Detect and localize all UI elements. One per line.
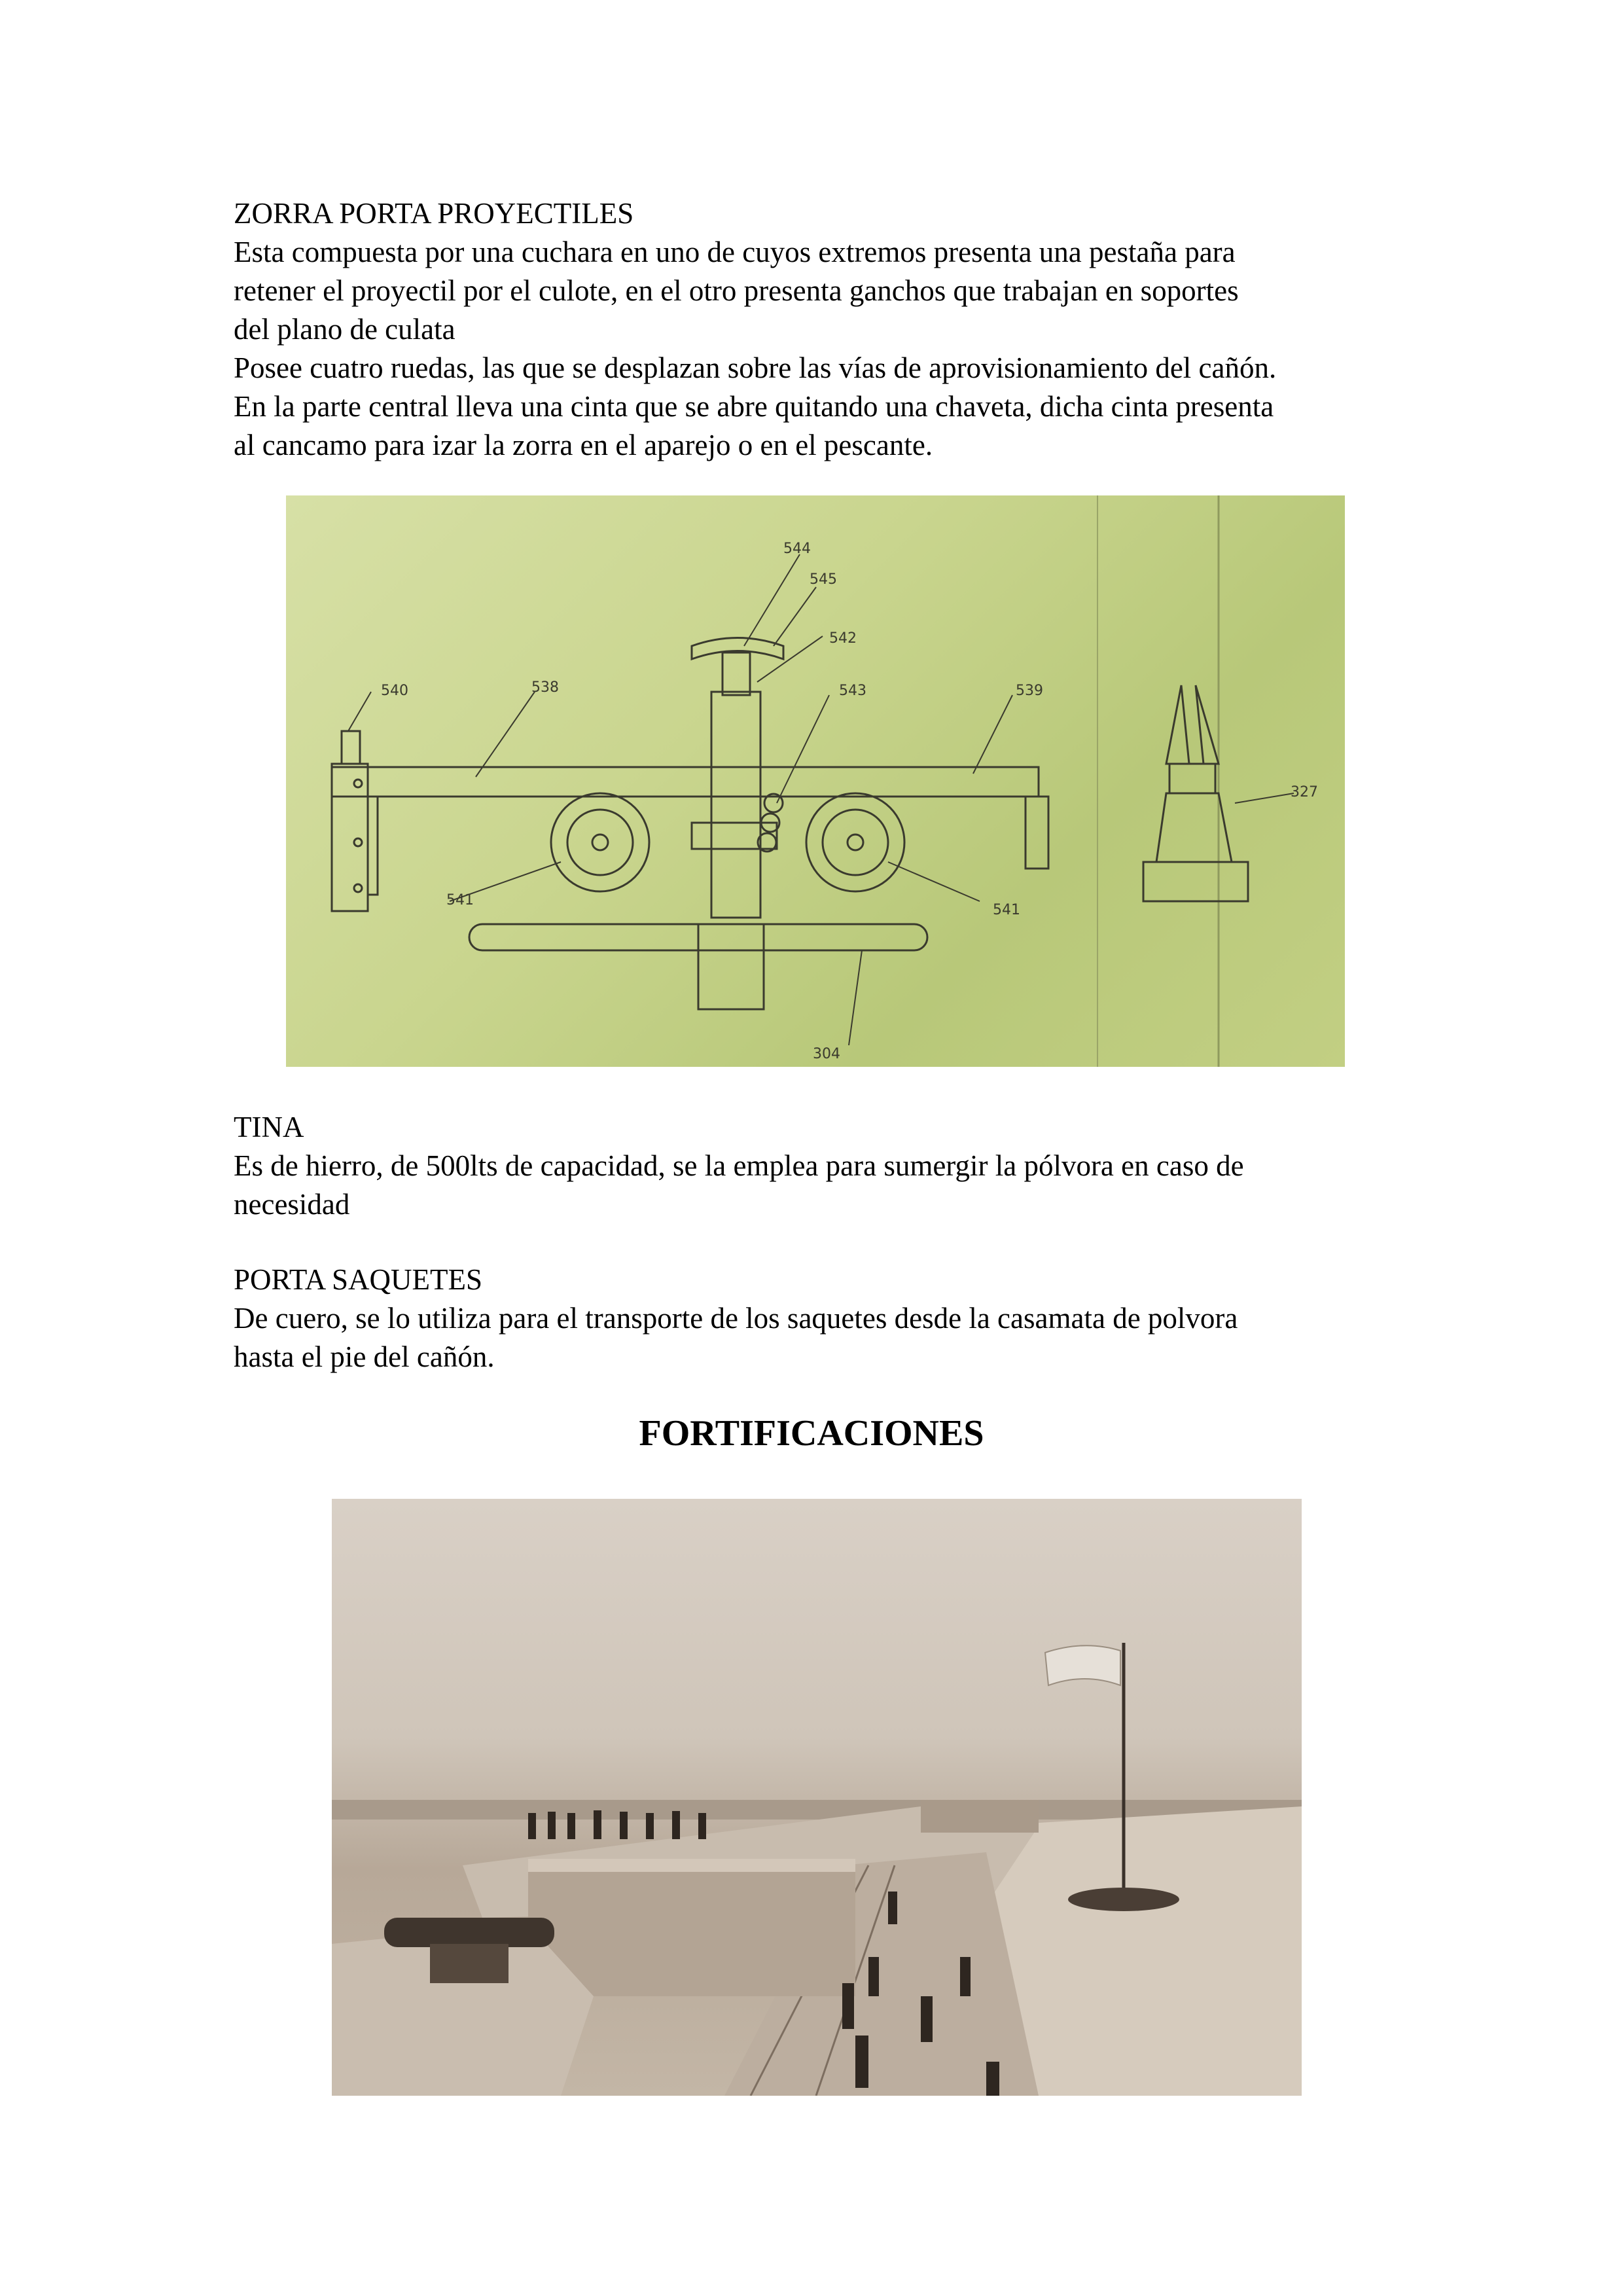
zorra-line: En la parte central lleva una cinta que se abre quitando una chaveta, dicha cinta presenta xyxy=(234,390,1274,423)
drawing-label: 327 xyxy=(1291,784,1318,800)
zorra-line: retener el proyectil por el culote, en el otro presenta ganchos que trabajan en soportes xyxy=(234,274,1239,307)
fortification-photograph xyxy=(332,1499,1302,2096)
tina-section xyxy=(234,1108,1412,1224)
zorra-line: del plano de culata xyxy=(234,313,455,346)
zorra-line: Esta compuesta por una cuchara en uno de cuyos extremos presenta una pestaña para xyxy=(234,236,1236,268)
drawing-label: 540 xyxy=(381,683,408,699)
saquetes-line: De cuero, se lo utiliza para el transporte de los saquetes desde la casamata de polvora xyxy=(234,1302,1238,1335)
drawing-label: 543 xyxy=(839,683,866,699)
drawing-label: 539 xyxy=(1016,683,1043,699)
tina-title: TINA xyxy=(234,1111,304,1143)
fortificaciones-heading: FORTIFICACIONES xyxy=(639,1413,984,1454)
tina-line: Es de hierro, de 500lts de capacidad, se la emplea para sumergir la pólvora en caso de xyxy=(234,1149,1244,1182)
saquetes-section xyxy=(234,1261,1412,1376)
zorra-line: Posee cuatro ruedas, las que se desplazan sobre las vías de aprovisionamiento del cañón. xyxy=(234,351,1277,384)
saquetes-title: PORTA SAQUETES xyxy=(234,1263,482,1296)
zorra-title: ZORRA PORTA PROYECTILES xyxy=(234,197,634,230)
drawing-label: 541 xyxy=(993,902,1020,918)
zorra-section xyxy=(234,194,1412,465)
tina-line: necesidad xyxy=(234,1188,350,1221)
drawing-label: 544 xyxy=(783,541,811,557)
drawing-label: 541 xyxy=(446,892,474,908)
saquetes-line: hasta el pie del cañón. xyxy=(234,1340,495,1373)
drawing-label: 545 xyxy=(810,571,837,588)
drawing-label: 304 xyxy=(813,1046,840,1062)
zorra-technical-drawing xyxy=(286,495,1345,1067)
drawing-label: 538 xyxy=(531,679,559,696)
zorra-line: al cancamo para izar la zorra en el aparejo o en el pescante. xyxy=(234,429,933,461)
drawing-label: 542 xyxy=(829,630,857,647)
